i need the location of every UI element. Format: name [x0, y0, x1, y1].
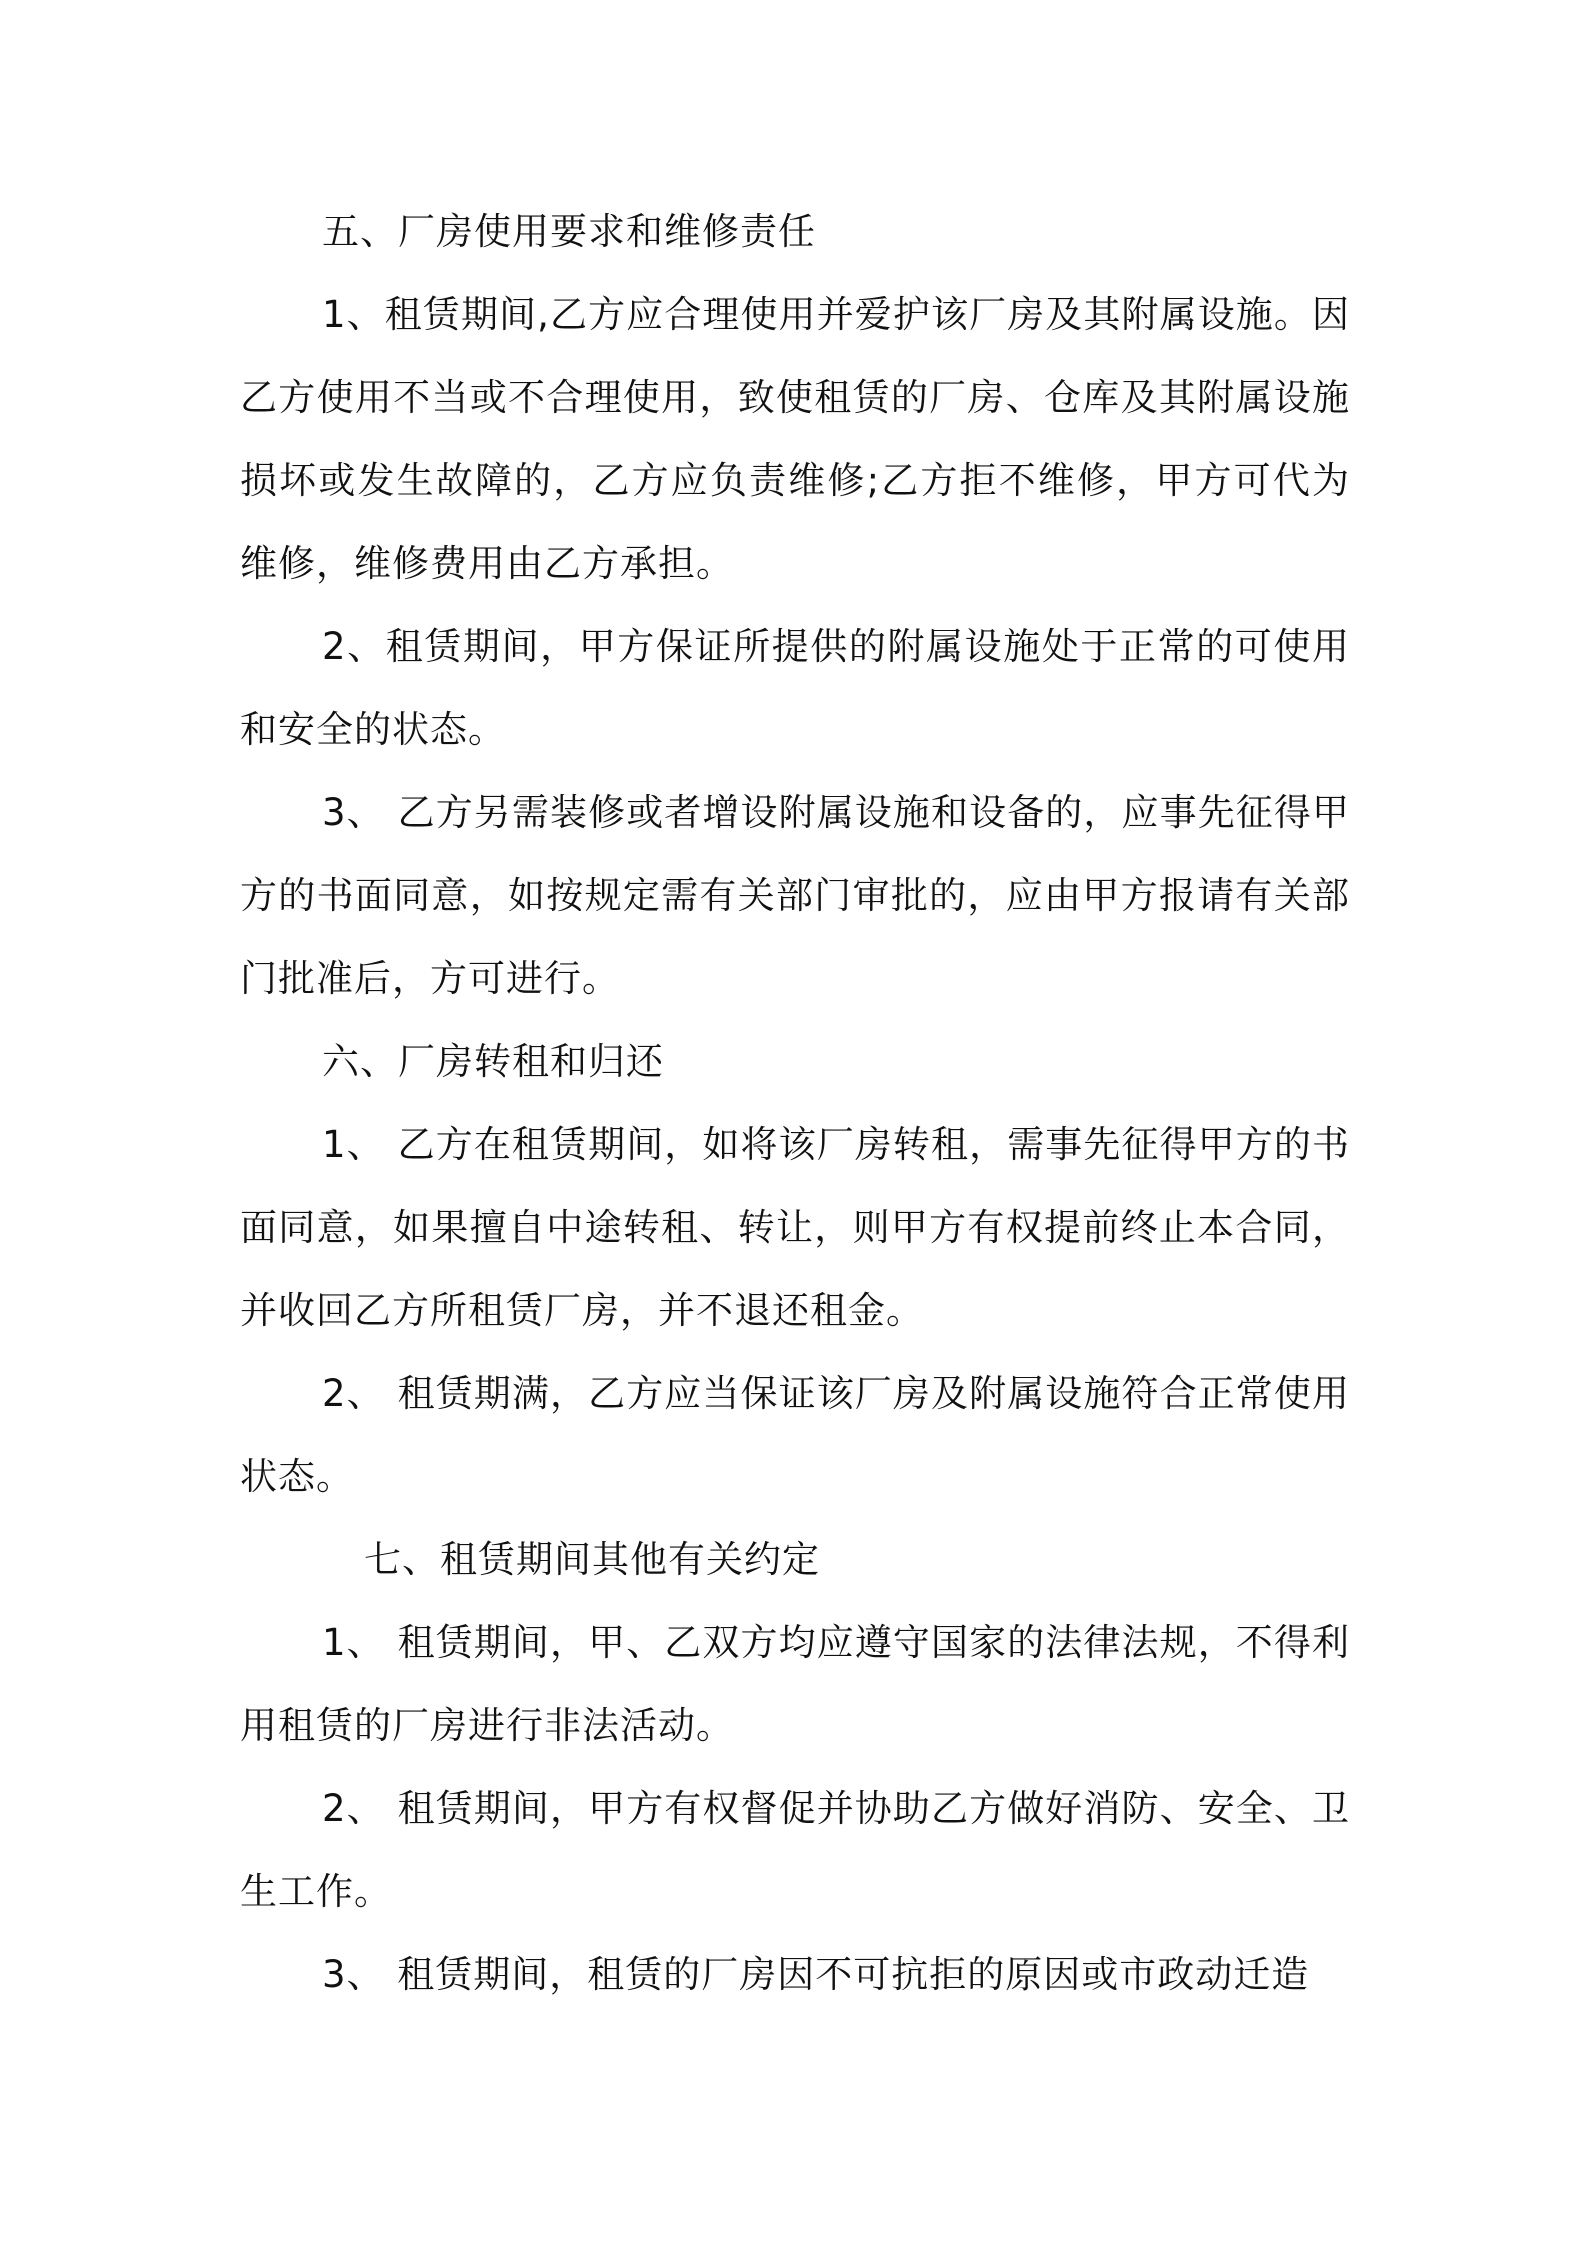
section-heading-7: 七、租赁期间其他有关约定: [364, 1538, 820, 1581]
section-heading-5: 五、厂房使用要求和维修责任: [322, 210, 816, 253]
clause-6-2: 2、 租赁期满，乙方应当保证该厂房及附属设施符合正常使用状态。: [240, 1372, 1350, 1498]
clause-7-3: 3、 租赁期间，租赁的厂房因不可抗拒的原因或市政动迁造: [322, 1953, 1310, 1996]
clause-7-2: 2、 租赁期间，甲方有权督促并协助乙方做好消防、安全、卫生工作。: [240, 1787, 1350, 1913]
clause-5-2: 2、租赁期间，甲方保证所提供的附属设施处于正常的可使用和安全的状态。: [240, 625, 1350, 751]
clause-6-1: 1、 乙方在租赁期间，如将该厂房转租，需事先征得甲方的书面同意，如果擅自中途转租、转让，则甲方有权提前终止本合同，并收回乙方所租赁厂房，并不退还租金。: [240, 1123, 1350, 1332]
clause-5-3: 3、 乙方另需装修或者增设附属设施和设备的，应事先征得甲方的书面同意，如按规定需有关部门审批的，应由甲方报请有关部门批准后，方可进行。: [240, 791, 1350, 1000]
section-heading-6: 六、厂房转租和归还: [322, 1040, 664, 1083]
clause-5-1: 1、租赁期间,乙方应合理使用并爱护该厂房及其附属设施。因乙方使用不当或不合理使用，致使租赁的厂房、仓库及其附属设施损坏或发生故障的，乙方应负责维修;乙方拒不维修，甲方可代为维修，维修费用由乙方承担。: [240, 293, 1350, 585]
document-body: [240, 190, 1350, 2016]
clause-7-1: 1、 租赁期间，甲、乙双方均应遵守国家的法律法规，不得利用租赁的厂房进行非法活动。: [240, 1621, 1350, 1747]
